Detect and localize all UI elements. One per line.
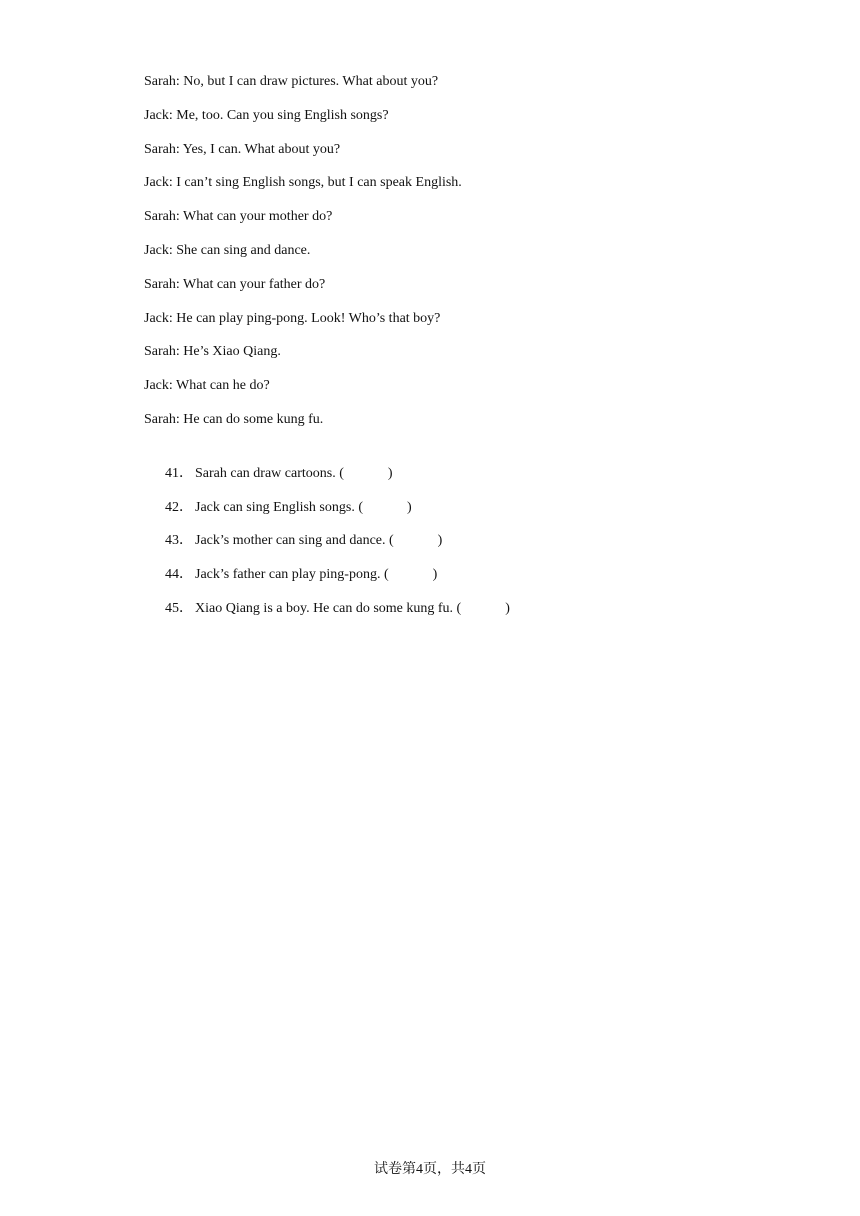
question-close-paren: ) <box>437 533 443 549</box>
question-close-paren: ) <box>432 567 438 583</box>
question-number: 44． <box>165 567 193 583</box>
question-41 <box>144 444 704 481</box>
question-text: Jack’s mother can sing and dance. ( <box>195 533 394 549</box>
question-number: 43． <box>165 533 193 549</box>
question-close-paren: ) <box>505 600 510 616</box>
dialogue-line: Jack: He can play ping-pong. Look! Who’s that boy? <box>144 310 441 326</box>
reading-section <box>144 72 704 616</box>
question-close-paren: ) <box>387 465 393 481</box>
dialogue-line: Sarah: What can your mother do? <box>144 209 333 225</box>
question-text: Jack’s father can play ping-pong. ( <box>195 567 389 583</box>
dialogue-line: Sarah: He’s Xiao Qiang. <box>144 344 281 360</box>
question-number: 41． <box>165 465 193 481</box>
dialogue-line: Sarah: No, but I can draw pictures. What about you? <box>144 74 439 89</box>
question-number: 42． <box>165 499 193 515</box>
dialogue-line: Jack: I can’t sing English songs, but I can speak English. <box>144 175 462 191</box>
dialogue-line: Sarah: He can do some kung fu. <box>144 411 324 427</box>
dialogue-line: Sarah: Yes, I can. What about you? <box>144 141 341 157</box>
question-text: Sarah can draw cartoons. ( <box>195 465 344 481</box>
question-number: 45． <box>165 600 193 616</box>
dialogue-line: Sarah: What can your father do? <box>144 276 326 292</box>
dialogue-line: Jack: She can sing and dance. <box>144 242 311 258</box>
dialogue-line: Jack: What can he do? <box>144 378 270 394</box>
question-close-paren: ) <box>406 499 412 515</box>
dialogue-line: Jack: Me, too. Can you sing English songs? <box>144 107 389 123</box>
question-text: Xiao Qiang is a boy. He can do some kung fu. ( <box>195 600 462 616</box>
question-text: Jack can sing English songs. ( <box>195 499 363 515</box>
page-footer: 试卷第4页，共4页 <box>374 1162 486 1177</box>
